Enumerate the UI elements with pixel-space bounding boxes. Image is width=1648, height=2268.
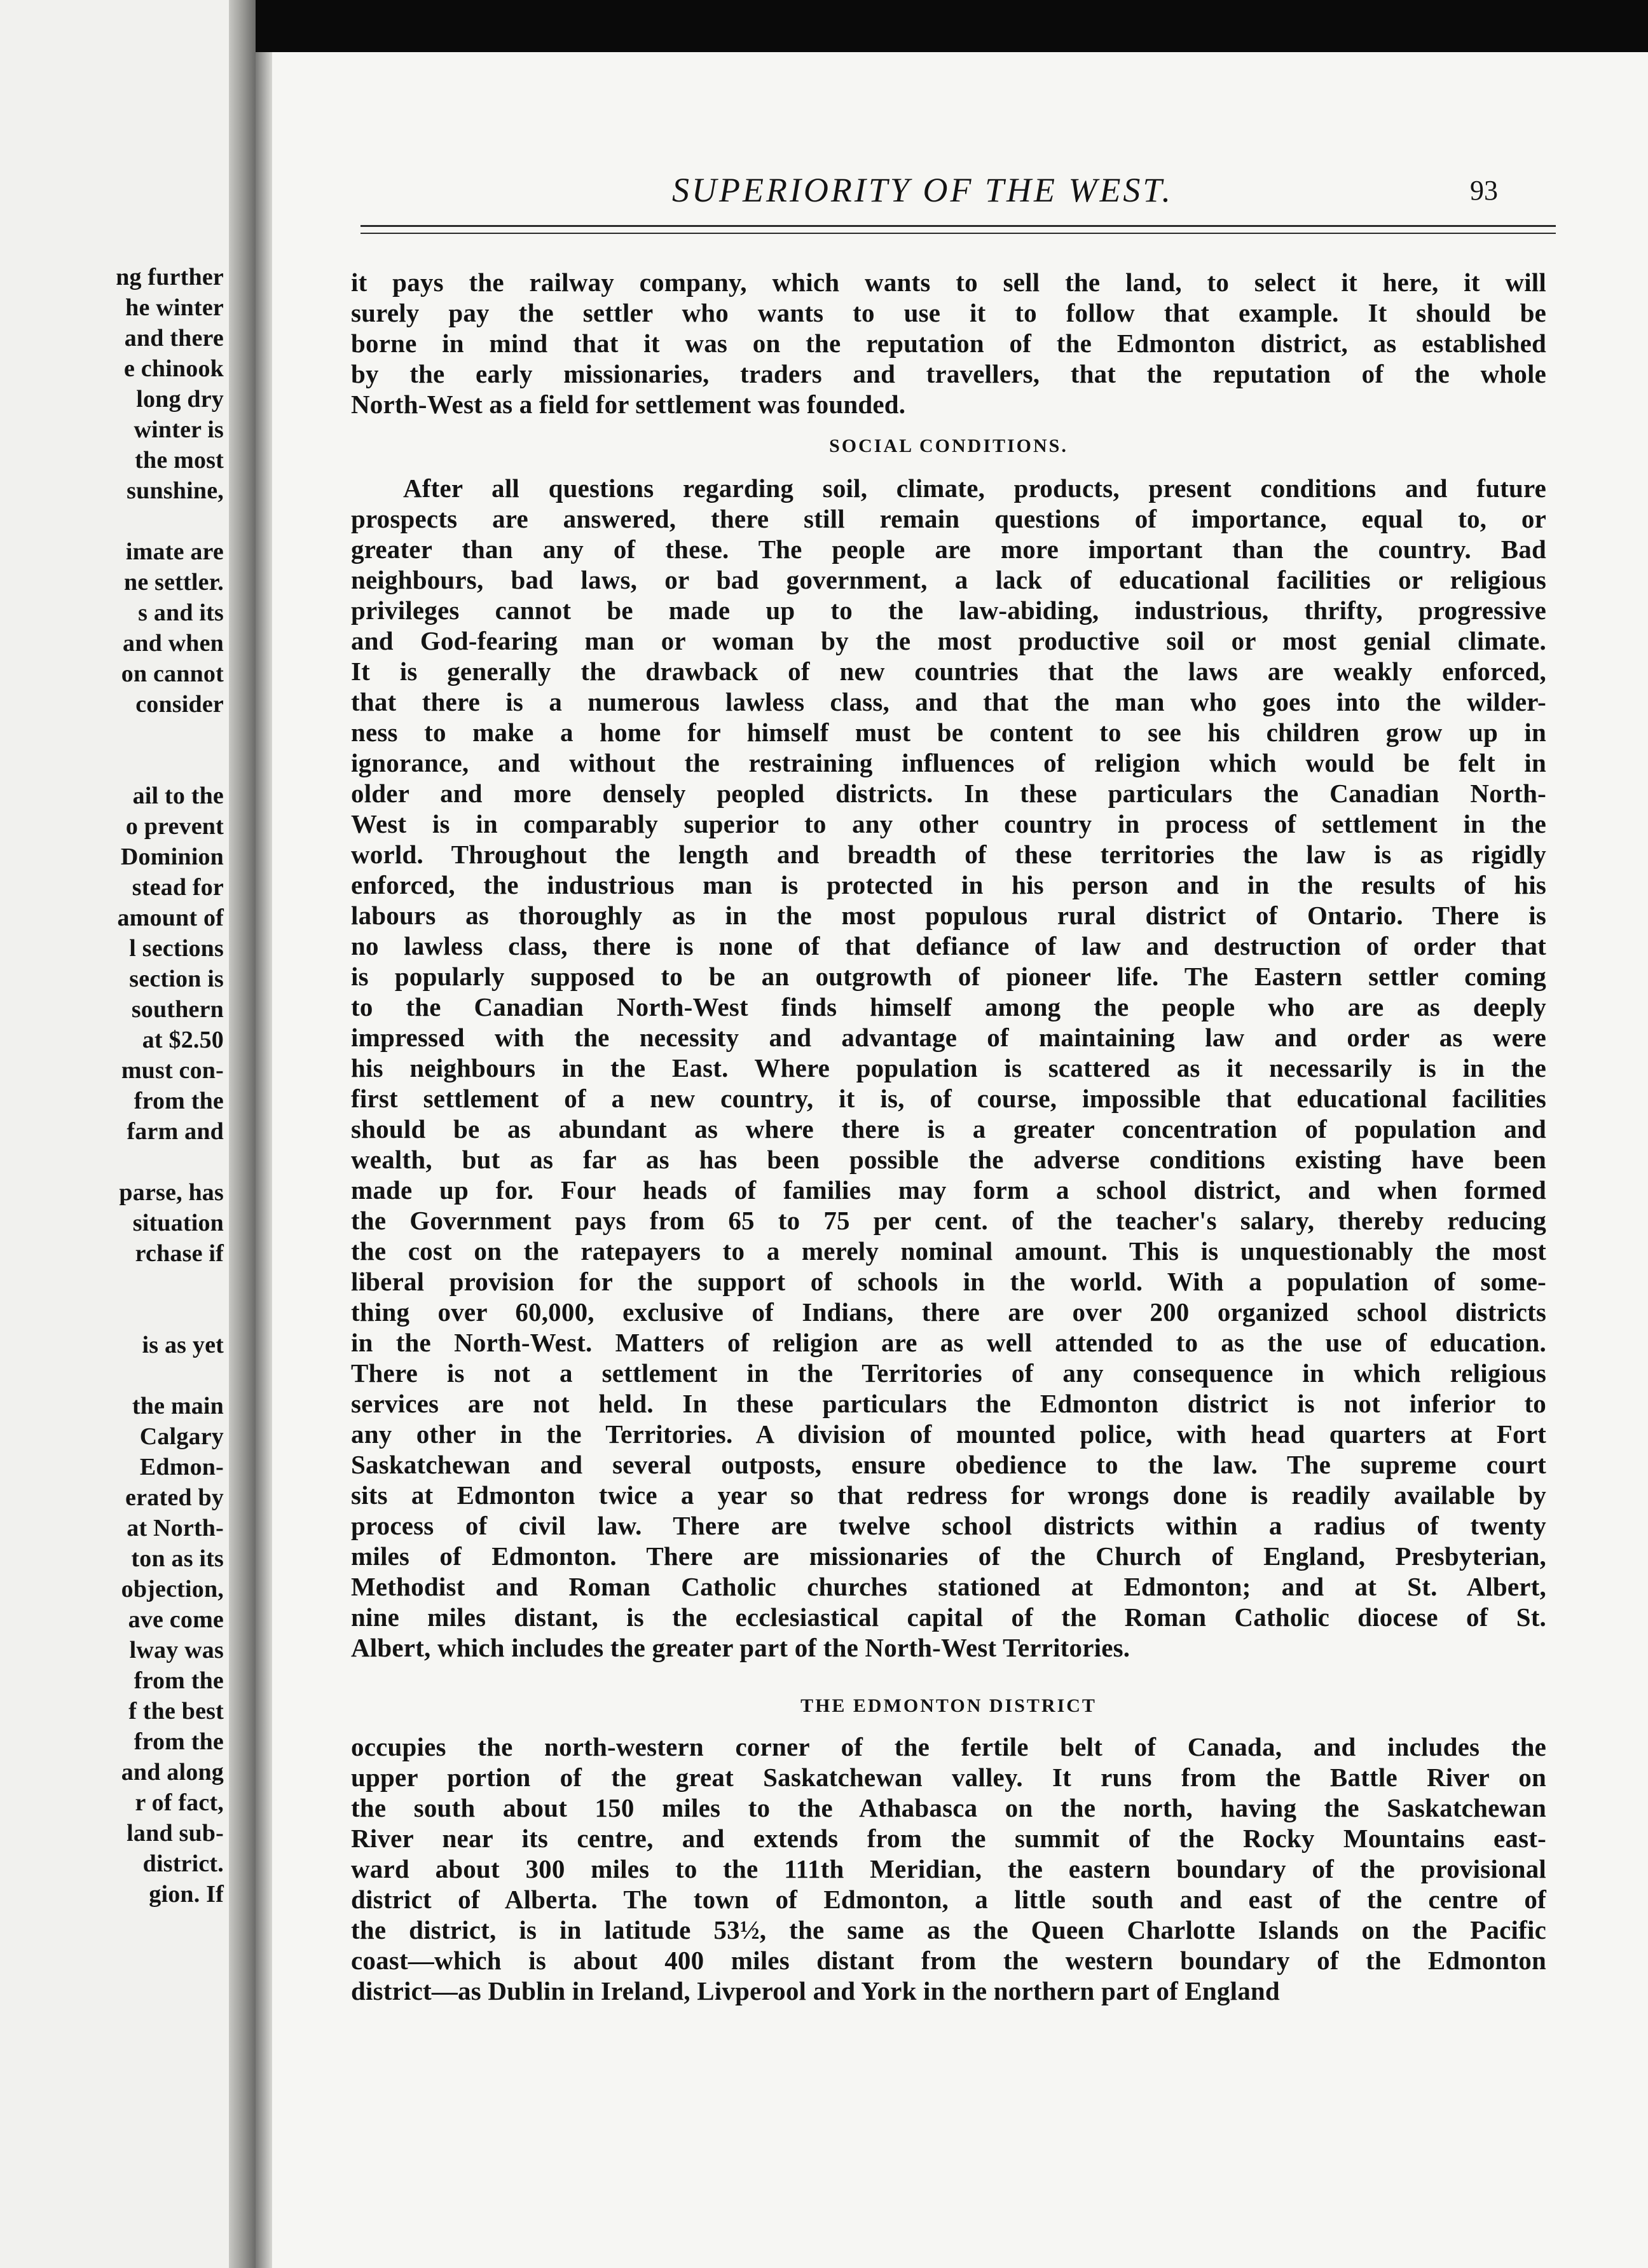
text-line: surely pay the settler who wants to use it to follow that example. It should be: [351, 298, 1546, 327]
left-fragment-line: o prevent: [125, 813, 224, 840]
left-fragment-line: is as yet: [142, 1332, 224, 1358]
left-fragment-line: Dominion: [120, 844, 224, 870]
text-line: There is not a settlement in the Territories of any consequence in which religious: [351, 1358, 1546, 1388]
left-fragment-line: [0, 506, 224, 536]
text-line: Saskatchewan and several outposts, ensure obedience to the law. The supreme court: [351, 1450, 1546, 1479]
left-fragment-line: must con-: [121, 1057, 224, 1084]
text-line: services are not held. In these particulars the Edmonton district is not inferior to: [351, 1389, 1546, 1418]
left-fragment-line: [0, 1147, 224, 1177]
text-line: West is in comparably superior to any other country in process of settlement in the: [351, 809, 1546, 838]
left-fragment-line: l sections: [129, 935, 224, 962]
left-fragment-line: and there: [124, 325, 224, 352]
left-fragment-line: erated by: [125, 1484, 224, 1511]
heading-edmonton-district: THE EDMONTON DISTRICT: [800, 1695, 1097, 1716]
left-fragment-line: stead for: [132, 874, 224, 901]
text-line: labours as thoroughly as in the most populous rural district of Ontario. There is: [351, 901, 1546, 930]
left-fragment-line: land sub-: [127, 1820, 224, 1847]
text-line: first settlement of a new country, it is, of course, impossible that educational facilities: [351, 1084, 1546, 1113]
text-line: in the North-West. Matters of religion are as well attended to as the use of education.: [351, 1328, 1546, 1357]
header-rule-bottom: [360, 233, 1556, 234]
text-line: his neighbours in the East. Where population is scattered as it necessarily is in the: [351, 1053, 1546, 1083]
left-fragment-line: objection,: [121, 1576, 224, 1602]
left-fragment-line: [0, 1299, 224, 1330]
left-fragment-line: sunshine,: [127, 477, 224, 504]
text-line: by the early missionaries, traders and travellers, that the reputation of the whole: [351, 359, 1546, 388]
running-head: [256, 170, 1648, 208]
page-shadow: [256, 52, 272, 2268]
text-line: district—as Dublin in Ireland, Livperool and York in the northern part of England: [351, 1976, 1280, 2005]
text-line: It is generally the drawback of new countries that the laws are weakly enforced,: [351, 657, 1546, 686]
text-line: thing over 60,000, exclusive of Indians, there are over 200 organized school districts: [351, 1297, 1546, 1327]
left-fragment-line: he winter: [125, 294, 224, 321]
left-fragment-line: consider: [135, 691, 224, 718]
text-line: is popularly supposed to be an outgrowth of pioneer life. The Eastern settler coming: [351, 962, 1546, 991]
left-fragment-line: and when: [123, 630, 224, 657]
text-line: that there is a numerous lawless class, and that the man who goes into the wilder-: [351, 687, 1546, 716]
text-line: sits at Edmonton twice a year so that redress for wrongs done is readily available by: [351, 1480, 1546, 1510]
left-fragment-line: at North-: [127, 1515, 224, 1541]
left-fragment-line: [0, 720, 224, 750]
text-line: occupies the north-western corner of the fertile belt of Canada, and includes the: [351, 1732, 1546, 1761]
left-fragment-line: amount of: [117, 905, 224, 931]
left-fragment-line: ail to the: [132, 782, 224, 809]
text-line: and God-fearing man or woman by the most productive soil or most genial climate.: [351, 626, 1546, 655]
left-fragment-line: Calgary: [139, 1423, 224, 1450]
left-fragment-line: from the: [134, 1728, 224, 1755]
left-fragment-line: winter is: [134, 416, 224, 443]
left-fragment-line: r of fact,: [135, 1789, 224, 1816]
text-line: world. Throughout the length and breadth of these territories the law is as rigidly: [351, 840, 1546, 869]
text-line: Methodist and Roman Catholic churches stationed at Edmonton; and at St. Albert,: [351, 1572, 1546, 1601]
text-line: the Government pays from 65 to 75 per cent. of the teacher's salary, thereby reducing: [351, 1206, 1546, 1235]
text-line: any other in the Territories. A division of mounted police, with head quarters at Fort: [351, 1419, 1546, 1449]
text-line: enforced, the industrious man is protected in his person and in the results of his: [351, 870, 1546, 899]
text-line: borne in mind that it was on the reputation of the Edmonton district, as established: [351, 329, 1546, 358]
text-line: the district, is in latitude 53½, the same as the Queen Charlotte Islands on the Pacific: [351, 1915, 1546, 1944]
left-fragment-line: farm and: [127, 1118, 224, 1145]
left-fragment-line: s and its: [138, 599, 224, 626]
left-fragment-line: rchase if: [135, 1240, 224, 1267]
text-line: After all questions regarding soil, climate, products, present conditions and future: [403, 474, 1546, 503]
left-page-fragments: [0, 262, 224, 1909]
left-fragment-line: the main: [132, 1393, 224, 1419]
running-head-title: SUPERIORITY OF THE WEST.: [672, 171, 1173, 209]
left-fragment-line: e chinook: [124, 355, 224, 382]
left-fragment-line: southern: [131, 996, 224, 1023]
text-line: should be as abundant as where there is a greater concentration of population and: [351, 1114, 1546, 1144]
text-line: miles of Edmonton. There are missionaries of the Church of England, Presbyterian,: [351, 1541, 1546, 1571]
text-line: ward about 300 miles to the 111th Meridian, the eastern boundary of the provisional: [351, 1854, 1546, 1883]
text-line: to the Canadian North-West finds himself among the people who are as deeply: [351, 992, 1546, 1021]
text-line: impressed with the necessity and advantage of maintaining law and order as were: [351, 1023, 1546, 1052]
header-rule-top: [360, 225, 1556, 227]
left-fragment-line: ne settler.: [124, 569, 224, 596]
left-facing-page: [0, 0, 229, 2268]
text-line: Albert, which includes the greater part of the North-West Territories.: [351, 1633, 1130, 1662]
text-line: district of Alberta. The town of Edmonton, a little south and east of the centre of: [351, 1885, 1546, 1914]
text-line: it pays the railway company, which wants to sell the land, to select it here, it will: [351, 268, 1546, 297]
text-line: liberal provision for the support of schools in the world. With a population of some-: [351, 1267, 1546, 1296]
left-fragment-line: and along: [121, 1759, 224, 1786]
text-line: ignorance, and without the restraining influences of religion which would be felt in: [351, 748, 1546, 777]
text-line: nine miles distant, is the ecclesiastical capital of the Roman Catholic diocese of St.: [351, 1602, 1546, 1632]
left-fragment-line: gion. If: [149, 1881, 224, 1908]
left-fragment-line: section is: [129, 966, 224, 992]
text-line: no lawless class, there is none of that defiance of law and destruction of order that: [351, 931, 1546, 960]
text-line: prospects are answered, there still remain questions of importance, equal to, or: [351, 504, 1546, 533]
text-line: ness to make a home for himself must be content to see his children grow up in: [351, 718, 1546, 747]
left-fragment-line: ton as its: [131, 1545, 224, 1572]
text-line: upper portion of the great Saskatchewan valley. It runs from the Battle River on: [351, 1763, 1546, 1792]
left-fragment-line: district.: [142, 1850, 224, 1877]
left-fragment-line: from the: [134, 1667, 224, 1694]
text-line: wealth, but as far as has been possible the adverse conditions existing have been: [351, 1145, 1546, 1174]
page-number: 93: [1470, 175, 1498, 206]
text-line: North-West as a field for settlement was founded.: [351, 390, 906, 419]
left-fragment-line: from the: [134, 1088, 224, 1114]
text-line: the south about 150 miles to the Athabasca on the north, having the Saskatchewan: [351, 1793, 1546, 1822]
left-fragment-line: parse, has: [119, 1179, 224, 1206]
left-fragment-line: ave come: [128, 1606, 224, 1633]
left-fragment-line: at $2.50: [142, 1027, 224, 1053]
paragraph-edmonton-district: [351, 1732, 1546, 2006]
left-fragment-line: ng further: [116, 264, 224, 290]
left-fragment-line: situation: [132, 1210, 224, 1236]
text-line: the cost on the ratepayers to a merely nominal amount. This is unquestionably the most: [351, 1236, 1546, 1266]
right-page: [256, 52, 1648, 2268]
body-text: [351, 267, 1546, 2006]
left-fragment-line: on cannot: [121, 660, 224, 687]
text-line: greater than any of these. The people are more important than the country. Bad: [351, 535, 1546, 564]
text-line: process of civil law. There are twelve school districts within a radius of twenty: [351, 1511, 1546, 1540]
text-line: older and more densely peopled districts. In these particulars the Canadian North-: [351, 779, 1546, 808]
left-fragment-line: f the best: [128, 1698, 224, 1725]
left-fragment-line: long dry: [136, 386, 224, 413]
left-fragment-line: [0, 1360, 224, 1391]
paragraph-railway: [351, 267, 1546, 420]
left-fragment-line: the most: [135, 447, 224, 474]
text-line: made up for. Four heads of families may form a school district, and when formed: [351, 1175, 1546, 1205]
heading-social-conditions: SOCIAL CONDITIONS.: [829, 435, 1068, 456]
left-fragment-line: imate are: [125, 538, 224, 565]
text-line: River near its centre, and extends from the summit of the Rocky Mountains east-: [351, 1824, 1546, 1853]
left-fragment-line: [0, 1269, 224, 1299]
text-line: privileges cannot be made up to the law-abiding, industrious, thrifty, progressive: [351, 596, 1546, 625]
text-line: coast—which is about 400 miles distant from the western boundary of the Edmonton: [351, 1946, 1546, 1975]
left-fragment-line: Edmon-: [139, 1454, 224, 1480]
left-fragment-line: [0, 750, 224, 781]
book-gutter: [229, 0, 256, 2268]
left-fragment-line: lway was: [129, 1637, 224, 1663]
paragraph-social-conditions: [351, 473, 1546, 1663]
text-line: neighbours, bad laws, or bad government, a lack of educational facilities or religious: [351, 565, 1546, 594]
